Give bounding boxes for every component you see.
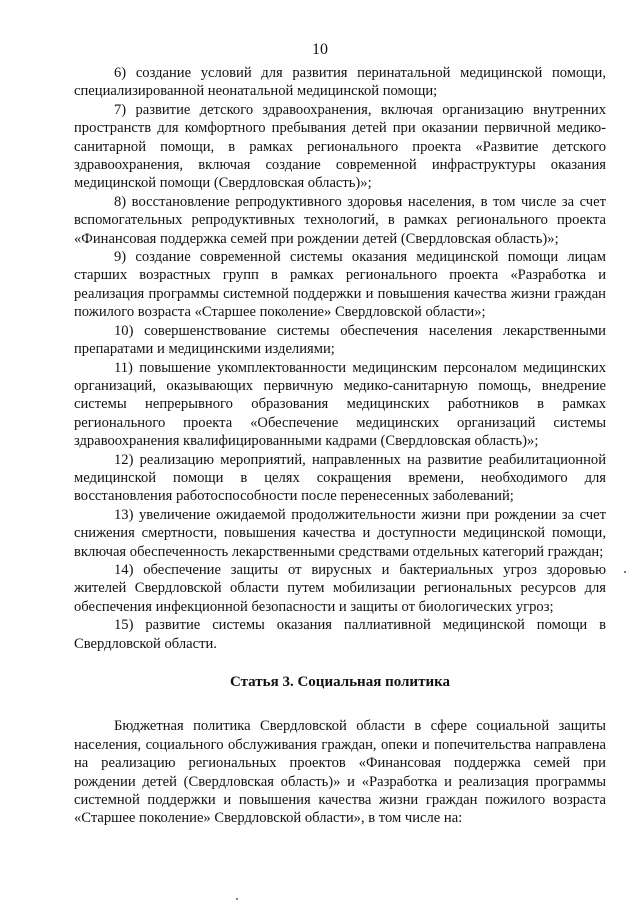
list-item-12: 12) реализацию мероприятий, направленных на развитие реабилитационной медицинской помощи в целях сокращения времени, необходимого для восстановления работоспособности после перенесенных заболеваний; — [74, 451, 606, 505]
list-item-8: 8) восстановление репродуктивного здоровья населения, в том числе за счет вспомогательных репродуктивных технологий, в рамках регионального проекта «Финансовая поддержка семей при рождении детей (Свердловская область)»; — [74, 193, 606, 247]
article-intro-paragraph: Бюджетная политика Свердловской области в сфере социальной защиты населения, социального обслуживания граждан, опеки и попечительства направлена на реализацию региональных проектов «Финансовая поддержка семей при рождении детей (Свердловская область)» и «Разработка и реализация программы системной поддержки и повышения качества жизни граждан пожилого возраста «Старшее поколение» Свердловской области», в том числе на: — [74, 718, 606, 827]
scan-speck — [624, 571, 626, 573]
scan-speck — [236, 898, 238, 900]
document-body — [74, 64, 606, 828]
list-item-7: 7) развитие детского здравоохранения, включая организацию внутренних пространств для комфортного пребывания детей при оказании первичной медико-санитарной помощи, в рамках регионального проекта «Развитие детского здравоохранения, включая создание современной инфраструктуры оказания медицинской помощи (Свердловская область)»; — [74, 101, 606, 192]
article-heading: Статья 3. Социальная политика — [230, 674, 450, 690]
list-item-11: 11) повышение укомплектованности медицинским персоналом медицинских организаций, оказывающих первичную медико-санитарную помощь, внедрение системы непрерывного образования медицинских работников в рамках регионального проекта «Обеспечение медицинских организаций системы здравоохранения квалифицированными кадрами (Свердловская область)»; — [74, 359, 606, 450]
list-item-15: 15) развитие системы оказания паллиативной медицинской помощи в Свердловской области. — [74, 617, 606, 652]
list-item-6: 6) создание условий для развития перинатальной медицинской помощи, специализированной неонатальной медицинской помощи; — [74, 65, 606, 100]
list-item-13: 13) увеличение ожидаемой продолжительности жизни при рождении за счет снижения смертности, повышения качества и доступности медицинской помощи, включая обеспеченность лекарственными средствами отдельных категорий граждан; — [74, 506, 606, 560]
list-item-14: 14) обеспечение защиты от вирусных и бактериальных угроз здоровью жителей Свердловской области путем мобилизации региональных ресурсов для обеспечения инфекционной безопасности и защиты от биологических угроз; — [74, 561, 606, 615]
list-item-9: 9) создание современной системы оказания медицинской помощи лицам старших возрастных групп в рамках регионального проекта «Разработка и реализация программы системной поддержки и повышения качества жизни граждан пожилого возраста «Старшее поколение» Свердловской области»; — [74, 249, 606, 321]
list-item-10: 10) совершенствование системы обеспечения населения лекарственными препаратами и медицинскими изделиями; — [74, 322, 606, 358]
page-number: 10 — [312, 41, 328, 58]
